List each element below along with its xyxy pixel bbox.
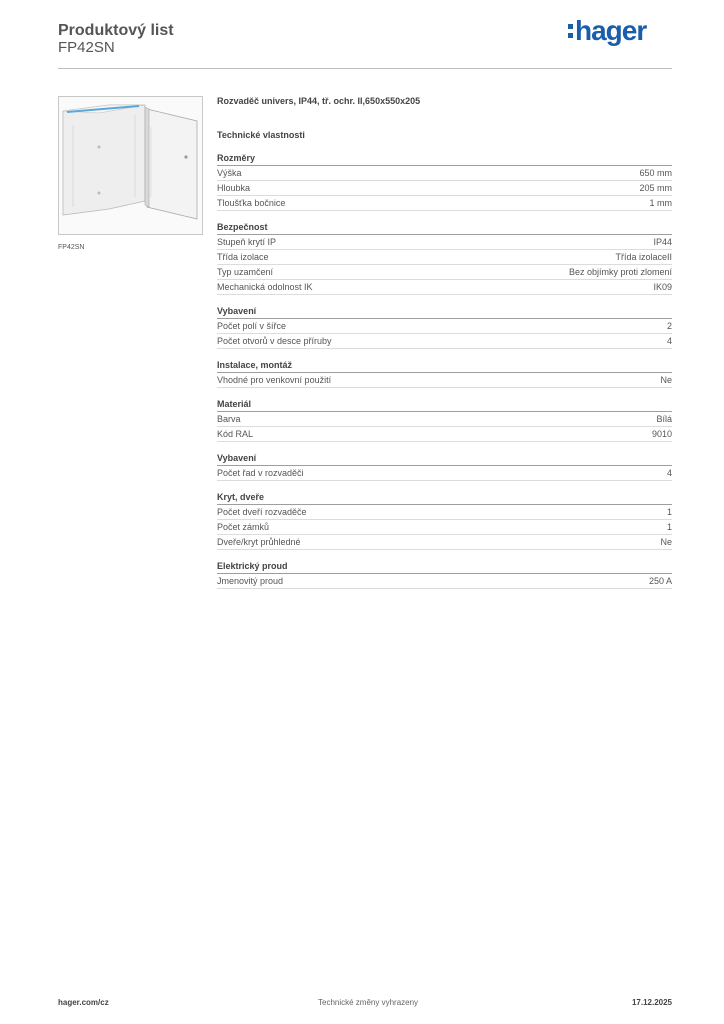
spec-value: 650 mm bbox=[639, 168, 672, 178]
spec-row bbox=[217, 280, 672, 295]
spec-row bbox=[217, 520, 672, 535]
spec-label: Mechanická odolnost IK bbox=[217, 282, 313, 292]
spec-label: Dveře/kryt průhledné bbox=[217, 537, 301, 547]
footer-notice: Technické změny vyhrazeny bbox=[318, 998, 419, 1007]
spec-value: IK09 bbox=[653, 282, 672, 292]
spec-sections bbox=[217, 152, 672, 589]
spec-section bbox=[217, 491, 672, 550]
spec-value: 4 bbox=[666, 336, 672, 346]
spec-label: Vhodné pro venkovní použití bbox=[217, 375, 332, 385]
spec-label: Počet řad v rozvaděči bbox=[217, 468, 304, 478]
spec-value: 1 bbox=[666, 522, 672, 532]
spec-value: 250 A bbox=[648, 576, 672, 586]
spec-row bbox=[217, 196, 672, 211]
spec-section bbox=[217, 305, 672, 349]
spec-value: 1 mm bbox=[649, 198, 672, 208]
spec-value: Ne bbox=[660, 375, 672, 385]
spec-row bbox=[217, 505, 672, 520]
spec-section bbox=[217, 152, 672, 211]
section-title: Elektrický proud bbox=[217, 560, 672, 574]
spec-label: Počet zámků bbox=[217, 522, 270, 532]
spec-row bbox=[217, 235, 672, 250]
spec-label: Barva bbox=[217, 414, 241, 424]
spec-label: Počet dveří rozvaděče bbox=[217, 507, 307, 517]
spec-label: Stupeň krytí IP bbox=[217, 237, 277, 247]
page-title: Produktový list bbox=[58, 22, 174, 39]
spec-row bbox=[217, 427, 672, 442]
tech-properties-title: Technické vlastnosti bbox=[217, 130, 305, 140]
section-title: Kryt, dveře bbox=[217, 491, 672, 505]
spec-row bbox=[217, 535, 672, 550]
spec-row bbox=[217, 574, 672, 589]
product-description: Rozvaděč univers, IP44, tř. ochr. II,650x550x205 bbox=[217, 96, 421, 106]
spec-value: 9010 bbox=[651, 429, 672, 439]
spec-section bbox=[217, 398, 672, 442]
spec-label: Kód RAL bbox=[217, 429, 254, 439]
header-divider bbox=[58, 68, 672, 69]
spec-label: Typ uzamčení bbox=[217, 267, 274, 277]
spec-value: Bílá bbox=[656, 414, 672, 424]
logo-dots-icon bbox=[568, 24, 573, 38]
spec-value: IP44 bbox=[653, 237, 672, 247]
product-image bbox=[58, 96, 203, 235]
spec-row bbox=[217, 412, 672, 427]
spec-row bbox=[217, 319, 672, 334]
spec-label: Výška bbox=[217, 168, 242, 178]
section-title: Instalace, montáž bbox=[217, 359, 672, 373]
spec-label: Počet polí v šířce bbox=[217, 321, 287, 331]
section-title: Vybavení bbox=[217, 452, 672, 466]
logo-text: hager bbox=[575, 15, 647, 46]
spec-value: 2 bbox=[666, 321, 672, 331]
spec-row bbox=[217, 181, 672, 196]
spec-value: Bez objímky proti zlomení bbox=[568, 267, 672, 277]
spec-label: Tloušťka bočnice bbox=[217, 198, 286, 208]
section-title: Materiál bbox=[217, 398, 672, 412]
spec-section bbox=[217, 560, 672, 589]
enclosure-icon bbox=[59, 97, 202, 234]
spec-label: Jmenovitý proud bbox=[217, 576, 284, 586]
spec-row bbox=[217, 166, 672, 181]
spec-label: Hloubka bbox=[217, 183, 251, 193]
spec-value: 1 bbox=[666, 507, 672, 517]
spec-row bbox=[217, 265, 672, 280]
spec-value: 4 bbox=[666, 468, 672, 478]
section-title: Bezpečnost bbox=[217, 221, 672, 235]
spec-row bbox=[217, 466, 672, 481]
spec-row bbox=[217, 250, 672, 265]
footer-website-link[interactable]: hager.com/cz bbox=[58, 998, 109, 1007]
spec-label: Třída izolace bbox=[217, 252, 269, 262]
spec-label: Počet otvorů v desce příruby bbox=[217, 336, 332, 346]
section-title: Vybavení bbox=[217, 305, 672, 319]
spec-row bbox=[217, 373, 672, 388]
spec-content bbox=[217, 94, 672, 589]
hager-logo[interactable] bbox=[568, 16, 646, 46]
spec-row bbox=[217, 334, 672, 349]
spec-value: 205 mm bbox=[639, 183, 672, 193]
spec-section bbox=[217, 359, 672, 388]
spec-value: Ne bbox=[660, 537, 672, 547]
product-code: FP42SN bbox=[58, 39, 115, 56]
spec-value: Třída izolaceII bbox=[615, 252, 672, 262]
footer-date: 17.12.2025 bbox=[631, 998, 672, 1007]
image-caption: FP42SN bbox=[58, 244, 85, 251]
section-title: Rozměry bbox=[217, 152, 672, 166]
spec-section bbox=[217, 452, 672, 481]
spec-section bbox=[217, 221, 672, 295]
